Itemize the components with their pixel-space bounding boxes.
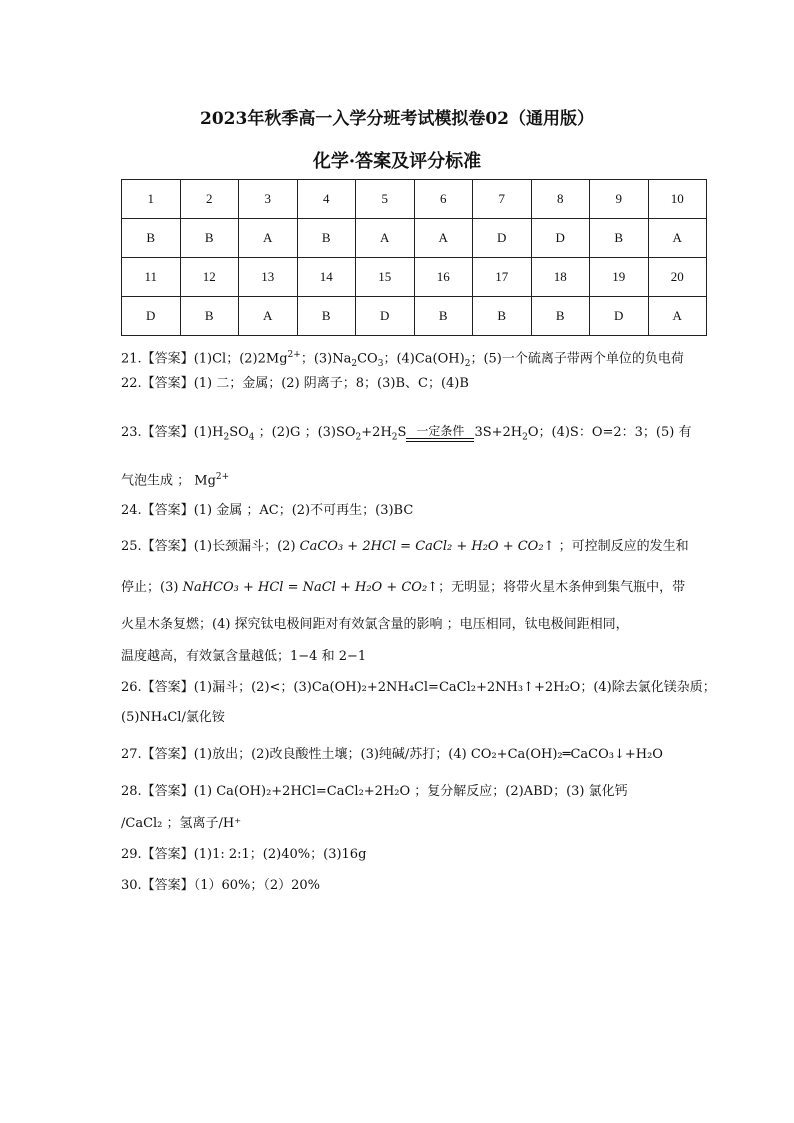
answer-22: 22.【答案】(1) 二；金属；(2) 阴离子；8；(3)B、C；(4)B [121, 376, 469, 391]
answer-25: 25.【答案】(1)长颈漏斗；(2) CaCO₃ + 2HCl = CaCl₂ + H₂O + CO₂↑ ；可控制反应的发生和 [121, 539, 689, 554]
table-cell: 4 [297, 180, 356, 219]
table-cell: A [239, 297, 298, 336]
answer-prefix: 24.【答案】 [121, 503, 194, 518]
answer-prefix: 22.【答案】 [121, 376, 194, 391]
equation: CaCO₃ + 2HCl = CaCl₂ + H₂O + CO₂↑ [299, 539, 555, 554]
page-subtitle: 化学·答案及评分标准 [312, 151, 482, 172]
table-row-numbers [122, 258, 707, 297]
table-cell: 7 [473, 180, 532, 219]
answer-prefix: 30.【答案】 [121, 878, 194, 893]
table-cell: B [414, 297, 473, 336]
table-cell: B [180, 219, 239, 258]
answer-26: 26.【答案】(1)漏斗；(2)<；(3)Ca(OH)₂+2NH₄Cl=CaCl₂+2NH₃↑+2H₂O；(4)除去氯化镁杂质； [121, 680, 716, 695]
table-cell: D [122, 297, 181, 336]
reaction-condition-arrow: 一定条件 [406, 438, 474, 447]
answer-prefix: 28.【答案】 [121, 784, 194, 799]
answer-25-line4: 温度越高，有效氯含量越低；1−4 和 2−1 [121, 649, 367, 664]
page-title: 2023年秋季高一入学分班考试模拟卷02（通用版） [200, 109, 594, 129]
table-cell: 8 [531, 180, 590, 219]
table-cell: 19 [590, 258, 649, 297]
answer-23-cont: 气泡生成 ； $Mg^{2+}$ [121, 472, 230, 489]
table-cell: B [297, 297, 356, 336]
table-cell: 17 [473, 258, 532, 297]
table-cell: 14 [297, 258, 356, 297]
table-cell: A [648, 219, 707, 258]
table-row-numbers [122, 180, 707, 219]
answer-prefix: 27.【答案】 [121, 747, 194, 762]
answer-prefix: 26.【答案】 [121, 680, 194, 695]
table-cell: 15 [356, 258, 415, 297]
answer-28-line2: /CaCl₂ ；氢离子/H⁺ [121, 816, 242, 831]
table-cell: 12 [180, 258, 239, 297]
table-cell: 16 [414, 258, 473, 297]
table-cell: D [531, 219, 590, 258]
answer-prefix: 23.【答案】 [121, 425, 194, 440]
answer-23: 23.【答案】$(1)H_2SO_4$ ；(2)G ；$(3)SO_2+2H_2S$ 一定条件 $3S+2H_2O$；(4)S：O=2：3；(5) 有 [121, 424, 701, 447]
table-cell: A [648, 297, 707, 336]
table-cell: D [590, 297, 649, 336]
table-cell: B [473, 297, 532, 336]
table-row-answers [122, 219, 707, 258]
answer-table [121, 179, 707, 336]
table-cell: 18 [531, 258, 590, 297]
table-cell: B [590, 219, 649, 258]
table-cell: B [122, 219, 181, 258]
answer-prefix: 29.【答案】 [121, 847, 194, 862]
table-cell: 3 [239, 180, 298, 219]
answer-prefix: 25.【答案】 [121, 539, 194, 554]
answer-25-line3: 火星木条复燃；(4) 探究钛电极间距对有效氯含量的影响 ；电压相同，钛电极间距相同， [121, 617, 629, 632]
table-cell: B [297, 219, 356, 258]
equation: NaHCO₃ + HCl = NaCl + H₂O + CO₂↑ [182, 580, 439, 595]
table-cell: 5 [356, 180, 415, 219]
table-cell: 9 [590, 180, 649, 219]
table-cell: B [180, 297, 239, 336]
answer-27: 27.【答案】(1)放出；(2)改良酸性土壤；(3)纯碱/苏打；(4) CO₂+Ca(OH)₂═CaCO₃↓+H₂O [121, 747, 663, 762]
answer-29: 29.【答案】(1)1: 2:1；(2)40%；(3)16g [121, 847, 367, 862]
table-cell: D [473, 219, 532, 258]
table-cell: 1 [122, 180, 181, 219]
table-cell: 11 [122, 258, 181, 297]
table-cell: B [531, 297, 590, 336]
table-row-answers [122, 297, 707, 336]
answer-prefix: 21.【答案】 [121, 351, 194, 367]
answer-28: 28.【答案】(1) Ca(OH)₂+2HCl=CaCl₂+2H₂O ；复分解反应；(2)ABD；(3) 氯化钙 [121, 784, 628, 799]
table-cell: 2 [180, 180, 239, 219]
table-cell: 6 [414, 180, 473, 219]
table-cell: 20 [648, 258, 707, 297]
answer-26-line2: (5)NH₄Cl/氯化铵 [121, 710, 225, 725]
table-cell: A [239, 219, 298, 258]
answer-24: 24.【答案】(1) 金属 ；AC；(2)不可再生；(3)BC [121, 503, 414, 518]
answer-25-line2: 停止；(3) NaHCO₃ + HCl = NaCl + H₂O + CO₂↑；无明显；将带火星木条伸到集气瓶中，带 [121, 580, 686, 595]
table-cell: 13 [239, 258, 298, 297]
table-cell: A [356, 219, 415, 258]
table-cell: D [356, 297, 415, 336]
answer-21: 21.【答案】(1)Cl；$(2)2Mg^{2+}$；$(3)Na_2CO_3$；$(4)Ca(OH)_2$；(5)一个硫离子带两个单位的负电荷 [121, 350, 684, 369]
table-cell: 10 [648, 180, 707, 219]
table-cell: A [414, 219, 473, 258]
answer-30: 30.【答案】（1）60%；（2）20% [121, 878, 321, 893]
